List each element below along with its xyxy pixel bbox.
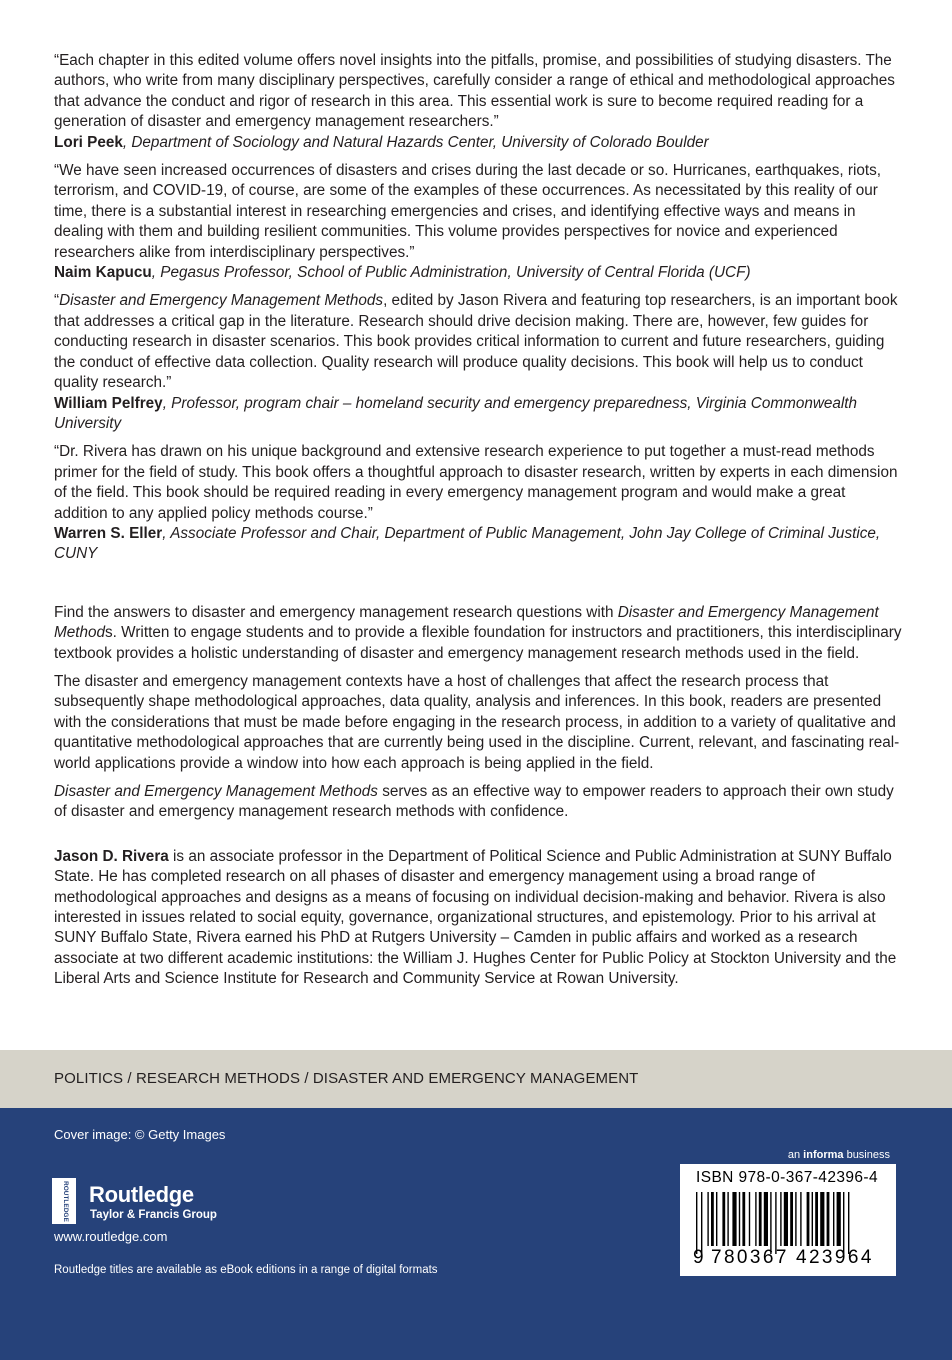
barcode-bar: [775, 1192, 776, 1254]
review-3: [54, 291, 902, 434]
barcode-bar: [722, 1192, 725, 1246]
barcode-bar: [732, 1192, 736, 1246]
book-title: Disaster and Emergency Management Method: [54, 603, 879, 642]
reviewer-affiliation: , Pegasus Professor, School of Public Administration, University of Central Florida (UCF): [151, 264, 751, 282]
barcode-bar: [780, 1192, 781, 1246]
barcode-bar: [820, 1192, 824, 1246]
barcode-bar: [696, 1192, 697, 1254]
barcode-bar: [764, 1192, 768, 1246]
publisher-group: Taylor & Francis Group: [90, 1209, 217, 1221]
barcode-bar: [790, 1192, 793, 1246]
publisher-website[interactable]: www.routledge.com: [54, 1229, 168, 1244]
author-name: Jason D. Rivera: [54, 847, 169, 865]
barcode-bar: [848, 1192, 849, 1254]
svg-text:ROUTLEDGE: ROUTLEDGE: [62, 1181, 69, 1222]
isbn-number: ISBN 978-0-367-42396-4: [696, 1169, 878, 1186]
cover-image-credit: Cover image: © Getty Images: [54, 1127, 226, 1142]
barcode-bar: [716, 1192, 717, 1246]
isbn-barcode: [680, 1164, 896, 1276]
barcode-bar: [759, 1192, 762, 1246]
barcode-bar: [843, 1192, 844, 1254]
description-paragraph-3: Disaster and Emergency Management Methods serves as an effective way to empower readers to approach their own study of disaster and emergency management research methods with confidence.: [54, 783, 894, 821]
barcode-bar: [833, 1192, 834, 1246]
barcode-bar: [800, 1192, 801, 1246]
publisher-footer: [0, 1108, 952, 1360]
review-quote: “Dr. Rivera has drawn on his unique background and extensive research experience to put together a must-read methods primer for the field of study. This book offers a thoughtful approach to disaster research, written by experts in each dimension of the field. This book should be required reading in every emergency management program and would make a great addition to any applied policy methods course.”: [54, 443, 898, 522]
barcode-bar: [739, 1192, 740, 1246]
reviewer-affiliation: , Associate Professor and Chair, Department of Public Management, John Jay College of Criminal Justice, CUNY: [54, 524, 881, 563]
barcode-bar: [727, 1192, 728, 1246]
review-4: [54, 442, 902, 564]
description-paragraph-1: Find the answers to disaster and emergency management research questions with Disaster and Emergency Management Methods. Written to engage students and to provide a flexible foundation for instructors and practitioners, this interdisciplinary textbook provides a holistic understanding of disaster and emergency management research methods used in the field.: [54, 603, 902, 662]
barcode-digit-prefix: 9: [693, 1247, 704, 1268]
book-title: Disaster and Emergency Management Methods: [59, 292, 384, 310]
barcode-bar: [795, 1192, 796, 1246]
review-attribution: [54, 133, 902, 153]
review-1: [54, 51, 902, 153]
barcode-digit-group: 780367: [711, 1247, 789, 1268]
informa-tagline: an informa business: [787, 1149, 890, 1161]
barcode-bar: [770, 1192, 771, 1254]
barcode-bar: [827, 1192, 830, 1246]
barcode-bar: [807, 1192, 810, 1246]
routledge-logo-icon: [52, 1178, 76, 1224]
review-attribution: [54, 394, 902, 435]
reviewer-affiliation: , Professor, program chair – homeland security and emergency preparedness, Virginia Commonwealth University: [54, 394, 858, 432]
barcode-bar: [711, 1192, 714, 1246]
description-paragraph-2: The disaster and emergency management contexts have a host of challenges that affect the research process that subsequently shape methodological approaches, data quality, analysis and inferences. In this book, readers are presented with the considerations that must be made before engaging in the research process, in addition to a variety of qualitative and quantitative methodological approaches that are currently being used in the discipline. Current, relevant, and fascinating real-world applications provide a window into how each approach is being applied in the field.: [54, 672, 900, 772]
review-2: [54, 161, 902, 283]
review-quote: “Each chapter in this edited volume offers novel insights into the pitfalls, promise, and possibilities of studying disasters. The authors, who write from many disciplinary perspectives, carefully consider a range of ethical and methodological approaches that advance the conduct and rigor of research in this area. This essential work is sure to become required reading for a generation of disaster and emergency management researchers.”: [54, 52, 895, 131]
subject-category: POLITICS / RESEARCH METHODS / DISASTER AND EMERGENCY MANAGEMENT: [54, 1070, 639, 1087]
barcode-bar: [815, 1192, 818, 1246]
review-quote: “Disaster and Emergency Management Methods, edited by Jason Rivera and featuring top researchers, is an important book that addresses a critical gap in the literature. Research should drive decision making. There are, however, few guides for conducting research in disaster scenarios. This book provides critical information to current and future researchers, guiding the conduct of effective data collection. Quality research will produce quality decisions. This book will help us to conduct quality research.”: [54, 292, 898, 392]
barcode-bar: [784, 1192, 788, 1246]
ebook-note: Routledge titles are available as eBook editions in a range of digital formats: [54, 1264, 438, 1276]
barcode-digit-group: 423964: [796, 1247, 874, 1268]
publisher-name: Routledge: [89, 1182, 194, 1207]
reviewer-name: William Pelfrey: [54, 394, 163, 412]
reviewer-name: Naim Kapucu: [54, 264, 152, 282]
barcode-bar: [701, 1192, 702, 1254]
barcode-bar: [755, 1192, 756, 1246]
review-attribution: [54, 524, 902, 565]
author-bio: Jason D. Rivera is an associate professor in the Department of Political Science and Public Administration at SUNY Buffalo State. He has completed research on all phases of disaster and emergency management using a broad range of methodological approaches and designs as a means of focusing on individual decision-making and behavior. Rivera is also interested in issues related to social equity, governance, organizational structures, and epistemology. Prior to his arrival at SUNY Buffalo State, Rivera earned his PhD at Rutgers University – Camden in public affairs and worked as a research associate at two different academic institutions: the William J. Hughes Center for Public Policy at Stockton University and the Liberal Arts and Science Institute for Research and Community Service at Rowan University.: [54, 847, 897, 988]
subject-category-band: [0, 1050, 952, 1108]
barcode-bar: [749, 1192, 750, 1246]
review-attribution: [54, 263, 902, 283]
barcode-bar: [707, 1192, 708, 1246]
cover-text: [54, 51, 902, 990]
review-quote: “We have seen increased occurrences of disasters and crises during the last decade or so. Hurricanes, earthquakes, riots, terrorism, and COVID-19, of course, are some of the examples of these occurrences. As necessitated by this reality of our time, there is a substantial interest in researching emergencies and crises, and identifying effective ways and means in dealing with them and building resilient communities. This volume provides perspectives for novice and experienced researchers alike from interdisciplinary perspectives.”: [54, 162, 882, 261]
barcode-bar: [812, 1192, 813, 1246]
reviewer-name: Warren S. Eller: [54, 524, 163, 542]
book-title: Disaster and Emergency Management Methods: [54, 783, 378, 800]
barcode-bar: [837, 1192, 841, 1246]
routledge-logo: [52, 1178, 242, 1226]
reviewer-affiliation: , Department of Sociology and Natural Hazards Center, University of Colorado Boulder: [122, 133, 709, 151]
reviewer-name: Lori Peek: [54, 133, 123, 151]
barcode-bar: [742, 1192, 745, 1246]
